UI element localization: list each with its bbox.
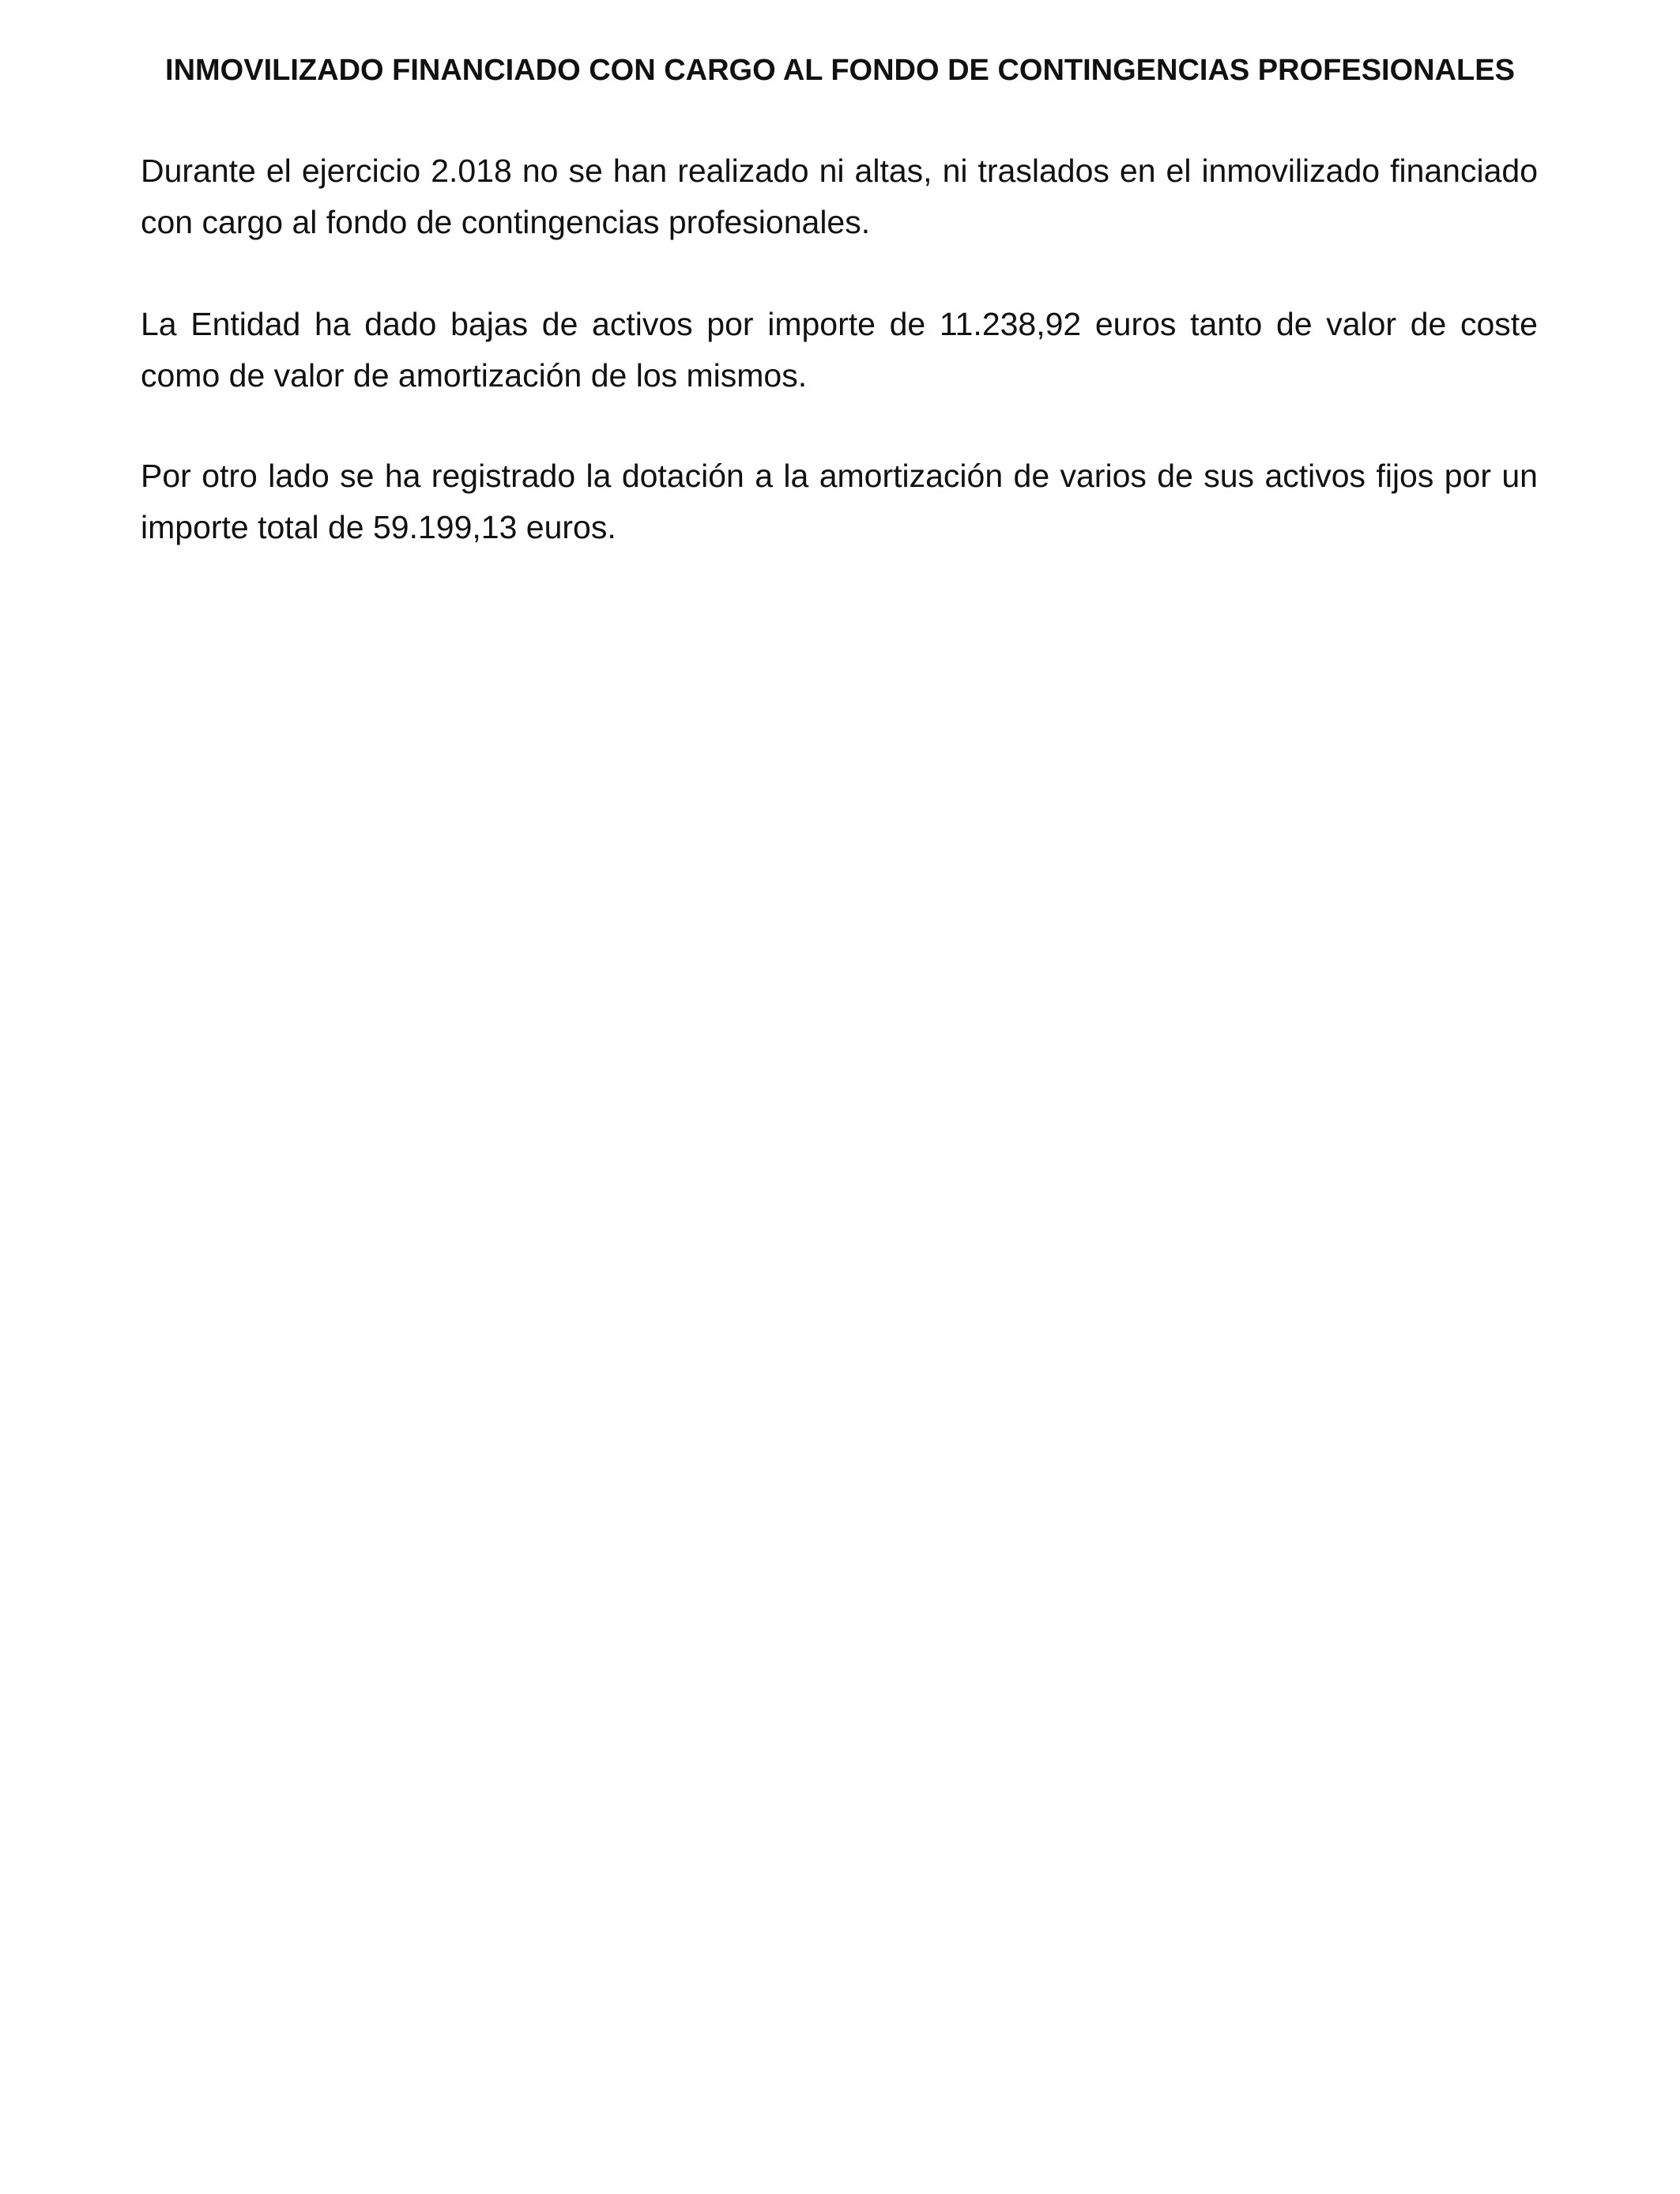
document-title: INMOVILIZADO FINANCIADO CON CARGO AL FONDO DE CONTINGENCIAS PROFESIONALES (165, 54, 1515, 87)
paragraph-bajas-activos: La Entidad ha dado bajas de activos por importe de 11.238,92 euros tanto de valor de coste como de valor de amortización de los mismos. (141, 306, 1538, 394)
paragraph-altas-traslados: Durante el ejercicio 2.018 no se han realizado ni altas, ni traslados en el inmovilizado financiado con cargo al fondo de contingencias profesionales. (141, 153, 1538, 240)
paragraph-dotacion-amortizacion: Por otro lado se ha registrado la dotación a la amortización de varios de sus activos fijos por un importe total de 59.199,13 euros. (141, 458, 1538, 545)
